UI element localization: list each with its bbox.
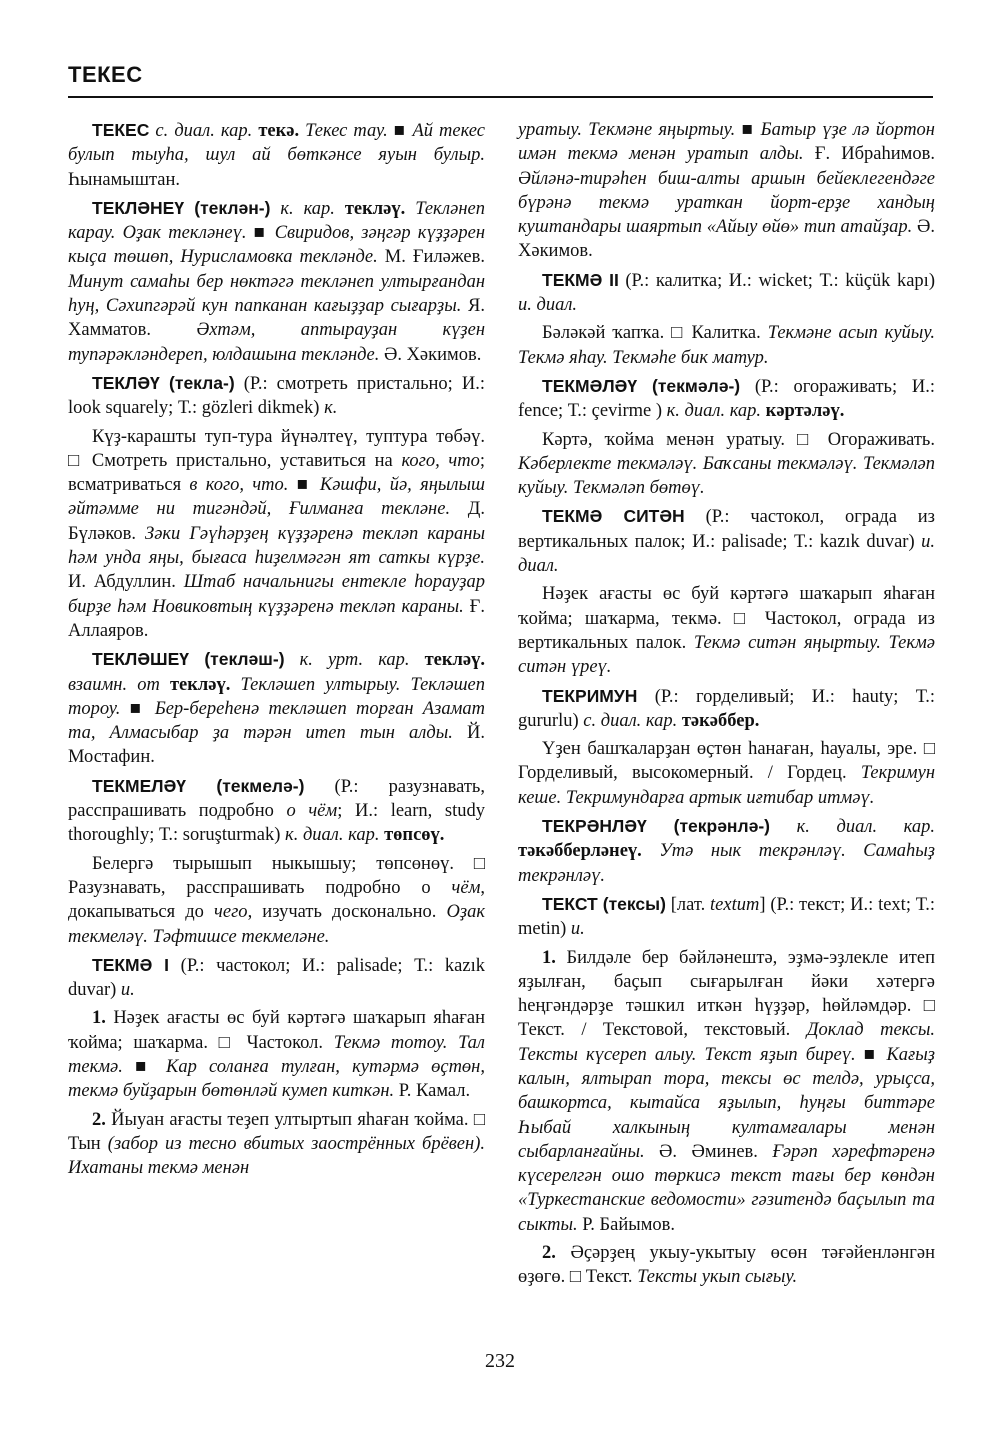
- headword: ТЕКСТ (тексы): [542, 893, 666, 914]
- entry-text: уратыу. Текмәне яңыртыу.: [518, 120, 736, 140]
- headword: ТЕКМӘ I: [92, 954, 170, 975]
- headword: ТЕКМЕЛӘҮ (текмелә-): [92, 775, 305, 796]
- entry-text: Я. Хамматов.: [68, 296, 485, 341]
- headword: ТЕКРИМУН: [542, 685, 638, 706]
- entry-text: Текримун кеше. Текримундарға артык иғтибар итмәү.: [518, 763, 935, 808]
- headword: ТЕКРӘНЛӘҮ (текрәнлә-): [542, 816, 771, 837]
- entry-text: текләү.: [344, 198, 406, 219]
- entry-text: , докапываться до: [68, 877, 485, 923]
- entry-text: (Р.: горделивый; И.: hauty; Т.: gururlu): [518, 686, 935, 731]
- entry-text: ■: [120, 698, 155, 719]
- entry-paragraph: [518, 582, 935, 679]
- entry-text: (Р.: огораживать; И.: fence; Т.: çevirme ): [518, 376, 935, 422]
- entry-text: Текмәне асып куйыу. Текмә яһау. Текмәһе бик матур.: [518, 323, 935, 368]
- entry-text: Ғәрәп хәрефтәренә күсерелгән ошо төркисә текст тағы бер көндән «Туркестанские ведомости» гәзитендә баҫылып та сыкты.: [518, 1141, 935, 1235]
- entry-text: текләү.: [169, 674, 231, 695]
- entry-text: Доклад тексы. Тексты күсереп алыу. Текст яҙып биреү.: [518, 1020, 935, 1065]
- entry-text: ; И.: learn, study thoroughly; Т.: soruşturmak): [68, 801, 486, 846]
- entry-text: Текләнеп карау. Оҙак текләнеү.: [68, 198, 485, 244]
- entry-paragraph: [68, 1108, 485, 1181]
- headword: ТЕКМӘ II: [542, 269, 619, 290]
- entry-paragraph: [518, 737, 935, 810]
- header-rule: [68, 96, 933, 98]
- entry-text: Әҫәрҙең укыу-укытыу өсөн тәғәйенләнгән өҙөгө. □ Текст.: [518, 1243, 935, 1288]
- entry-text: Батыр үҙе лә йортон имән текмә менән уратып алды.: [518, 120, 935, 165]
- running-head: ТЕКЕС: [68, 62, 143, 87]
- entry-paragraph: [518, 118, 935, 264]
- entry-text: (Р.: частокол; И.: palisade; Т.: kazık duvar): [68, 955, 485, 1001]
- entry-text: (Р.: смотреть пристально; И.: look squarely; Т.: gözleri dikmek): [68, 373, 485, 419]
- entry-paragraph: [68, 1006, 485, 1103]
- entry-paragraph: [518, 428, 935, 501]
- entry-text: Оҙак текмеләү. Тәфтишсе текмеләне.: [68, 902, 486, 947]
- entry-text: Штаб начальнигы ентекле һорауҙар бирҙе һәм Новиковтың күҙҙәренә текләп караны.: [68, 572, 485, 617]
- entry-text: Р. Камал.: [394, 1081, 471, 1102]
- entry-text: к. диал. кар.: [796, 817, 935, 838]
- entry-text: Белергә тырышып ныкышыу; төпсөнөү. □ Разузнавать, расспрашивать подробно о: [68, 853, 485, 898]
- entry-paragraph: [68, 371, 485, 421]
- entry-paragraph: [518, 946, 935, 1238]
- entry-text: к.: [324, 398, 338, 419]
- entry-paragraph: [518, 504, 935, 578]
- entry-paragraph: [68, 118, 485, 192]
- entry-text: к. кар.: [280, 198, 345, 219]
- entry-text: [770, 817, 797, 837]
- headword: ТЕКЕС: [92, 120, 150, 140]
- entry-text: Әхтәм, аптырауҙан күҙен тупәрәкләндереп, юлдашына текләндe.: [68, 320, 485, 365]
- entry-text: ■: [387, 121, 413, 141]
- entry-paragraph: [518, 1241, 935, 1290]
- entry-text: (забор из тесно вбитых заострённых брёвен). Ихатаны текмә менән: [68, 1133, 485, 1179]
- entry-paragraph: [68, 774, 485, 848]
- entry-text: (Р.: частокол, ограда из вертикальных палок; И.: palisade; Т.: kazık duvar): [518, 507, 935, 552]
- entry-text: кого, что: [401, 450, 480, 471]
- entry-text: взаимн. от: [68, 674, 170, 695]
- entry-text: төпсөү.: [384, 825, 445, 846]
- entry-text: текә.: [258, 121, 300, 141]
- entry-paragraph: [68, 196, 485, 367]
- entry-text: тәкәбберләнеү.: [518, 841, 642, 862]
- entry-text: Д. Бүләков.: [68, 499, 485, 544]
- entry-text: 2.: [92, 1109, 106, 1130]
- entry-text: ■: [122, 1056, 167, 1077]
- headword: ТЕКМӘЛӘҮ (текмәлә-): [542, 375, 741, 396]
- entry-text: [230, 675, 240, 695]
- entry-text: 2.: [542, 1243, 556, 1264]
- entry-text: textum: [710, 894, 760, 915]
- entry-text: (Р.: разузнавать, расспрашивать подробно: [68, 776, 485, 822]
- entry-text: Бер-береһенә текләшеп торған Азамат та, Алмасыбар ҙа тәрән итеп тын алды.: [68, 698, 485, 744]
- entry-text: чего: [214, 902, 248, 923]
- entry-text: Ә. Хәкимов.: [518, 217, 935, 262]
- entry-paragraph: [518, 374, 935, 424]
- entry-paragraph: [518, 268, 935, 318]
- entry-text: Й. Мостафин.: [68, 723, 485, 768]
- entry-text: с. диал. кар.: [583, 710, 682, 731]
- entry-paragraph: [518, 892, 935, 942]
- entry-text: Бәләкәй ҡапҡа. □ Калитка.: [542, 323, 768, 344]
- headword: ТЕКЛӘШЕҮ (текләш-): [92, 649, 285, 670]
- entry-text: к. диал. кар.: [285, 825, 385, 846]
- headword: ТЕКМӘ СИТӘН: [542, 506, 685, 527]
- entry-text: 1.: [92, 1008, 106, 1029]
- entry-text: Текмә ситән яңыртыу. Текмә ситән үреү.: [518, 632, 936, 678]
- entry-text: к. урт. кар.: [299, 650, 425, 671]
- entry-text: (Р.: калитка; И.: wicket; Т.: küçük kapı): [618, 270, 935, 291]
- entry-text: Кар соланға тулған, кутәрмә өҫтөн, текмә буйҙарын бөтөнләй кумеп киткән.: [68, 1056, 485, 1102]
- entry-text: Нәҙек ағасты өс буй кәртәгә шаҡарып яһаған ҡойма; шаҡарма. □ Частокол.: [68, 1008, 485, 1053]
- entry-text: Текес тау.: [305, 121, 388, 141]
- entry-paragraph: [68, 953, 485, 1003]
- entry-text: Кәртә, ҡойма менән уратыу. □ Огораживать.: [542, 429, 935, 450]
- entry-text: Күҙ-карашты туп-тура йүнәлтеү, туптура төбәү. □ Смотреть пристально, уставиться на: [68, 426, 485, 471]
- entry-text: Әйләнә-тирәһен биш-алты аршын бейеклегендәге бүрәнә текмә ураткан йорт-ерҙе хандың куштандары шаяртып «Айыу өйө» тип атайҙар.: [518, 168, 935, 238]
- entry-text: Ғ. Аллаяров.: [68, 596, 485, 641]
- entry-text: 1.: [542, 947, 556, 968]
- left-column: [68, 118, 485, 1184]
- entry-text: Һынамыштан.: [68, 169, 180, 190]
- entry-text: Кәшфи, йә, яңылыш әйтәмме ни тигәндәй, Ғилманға текләне.: [68, 475, 485, 520]
- headword: ТЕКЛӘҮ (текла-): [92, 372, 235, 393]
- entry-text: Кағыҙ калын, ялтырап тора, тексы өс телдә, урыҫса, башкортса, кытайса яҙылып, һуңғы биттәрe Һыбай халкының култамғалары менән сыбарланғайны.: [518, 1044, 935, 1162]
- entry-text: и.: [570, 919, 585, 940]
- entry-text: Тексты укып сығыу.: [637, 1267, 798, 1288]
- entry-text: ; всматриваться: [68, 450, 485, 496]
- entry-text: с. диал. кар.: [155, 121, 259, 141]
- entry-text: Минут самаһы бер нөктәгә текләнеп ултырғандан һуң, Сәхипгәрәй кун папканан кағыҙҙар сығарҙы.: [68, 271, 485, 317]
- entry-text: [642, 841, 660, 861]
- entry-text: Свиридов, зәңгәр күҙҙәрен кыҫа төшөп, Нурисламовка текләндe.: [68, 223, 485, 268]
- entry-text: ■: [735, 120, 761, 140]
- entry-paragraph: [518, 814, 935, 888]
- entry-text: Йыуан ағасты теҙеп ултыртып яһаған ҡойма. □ Тын: [68, 1109, 485, 1154]
- entry-text: чём: [451, 877, 481, 898]
- entry-text: [лат.: [665, 894, 711, 915]
- entry-text: Зәки Гәүһәрҙең күҙҙәренә текләп караны һәм унда яңы, бығаса һиҙелмәгән ят саткы күрҙе.: [68, 523, 485, 569]
- entry-paragraph: [68, 647, 485, 769]
- entry-text: Нәҙек ағасты өс буй кәртәгә шаҡарып яһаған ҡойма; шаҡарма, текмә. □ Частокол, ограда из вертикальных палок.: [518, 584, 935, 653]
- entry-text: [405, 199, 415, 219]
- entry-text: и.: [120, 980, 135, 1001]
- entry-text: [285, 650, 300, 670]
- entry-text: ■: [288, 475, 320, 496]
- entry-text: Ай текес булып тыуһа, шул ай бөткәнсе яуын булыр.: [68, 121, 485, 166]
- entry-paragraph: [518, 321, 935, 370]
- entry-text: и. диал.: [518, 531, 935, 577]
- entry-paragraph: [518, 684, 935, 734]
- entry-text: Кәберлекте текмәләү. Баҡсаны текмәләү. Текмәләп куйыу. Текмәләп бөтөү.: [518, 453, 935, 499]
- entry-text: ■: [246, 223, 275, 244]
- entry-text: [270, 199, 280, 219]
- entry-text: и. диал.: [518, 295, 578, 316]
- entry-text: ■: [855, 1044, 887, 1065]
- entry-paragraph: [68, 852, 485, 949]
- entry-text: к. диал. кар.: [666, 401, 766, 422]
- entry-text: Текләшеп ултырыу. Текләшеп тороу.: [68, 674, 486, 719]
- entry-paragraph: [68, 425, 485, 644]
- entry-text: в кого, что.: [189, 475, 289, 496]
- entry-text: , изучать досконально.: [247, 902, 447, 923]
- entry-text: кәртәләү.: [765, 401, 845, 422]
- entry-text: Билдәле бер бәйләнештә, эҙмә-эҙлекле итеп яҙылған, баҫып сығарылған йәки хәтергә һеңгәндәрҙе тәшкил иткән һүҙҙәр, һөйләмдәр. □ Текст. / Текстовой, текстовый.: [518, 947, 935, 1041]
- right-column: [518, 118, 935, 1294]
- entry-text: Ә. Хәкимов.: [379, 344, 482, 365]
- entry-text: Текмә тотоу. Тал текмә.: [68, 1032, 486, 1077]
- entry-text: Утә нык текрәнләү. Самаһыҙ текрәнләү.: [518, 841, 936, 886]
- entry-text: Ә. Әминев.: [644, 1141, 773, 1162]
- entry-text: о чём: [286, 801, 338, 822]
- page-number: 232: [485, 1350, 515, 1372]
- entry-text: текләү.: [424, 650, 486, 671]
- entry-text: М. Ғиләжев.: [377, 247, 485, 268]
- entry-text: ] (Р.: текст; И.: text; Т.: metin): [518, 894, 935, 940]
- entry-text: Үҙен башҡаларҙан өҫтөн һанаған, һауалы, эре. □ Горделивый, высокомерный. / Гордец.: [518, 739, 935, 784]
- entry-text: тәкәббер.: [681, 710, 760, 731]
- entry-text: Ғ. Ибраһимов.: [803, 144, 935, 165]
- entry-text: И. Абдуллин.: [68, 572, 184, 593]
- entry-text: Р. Байымов.: [577, 1214, 676, 1235]
- headword: ТЕКЛӘНЕҮ (теклән-): [92, 197, 271, 218]
